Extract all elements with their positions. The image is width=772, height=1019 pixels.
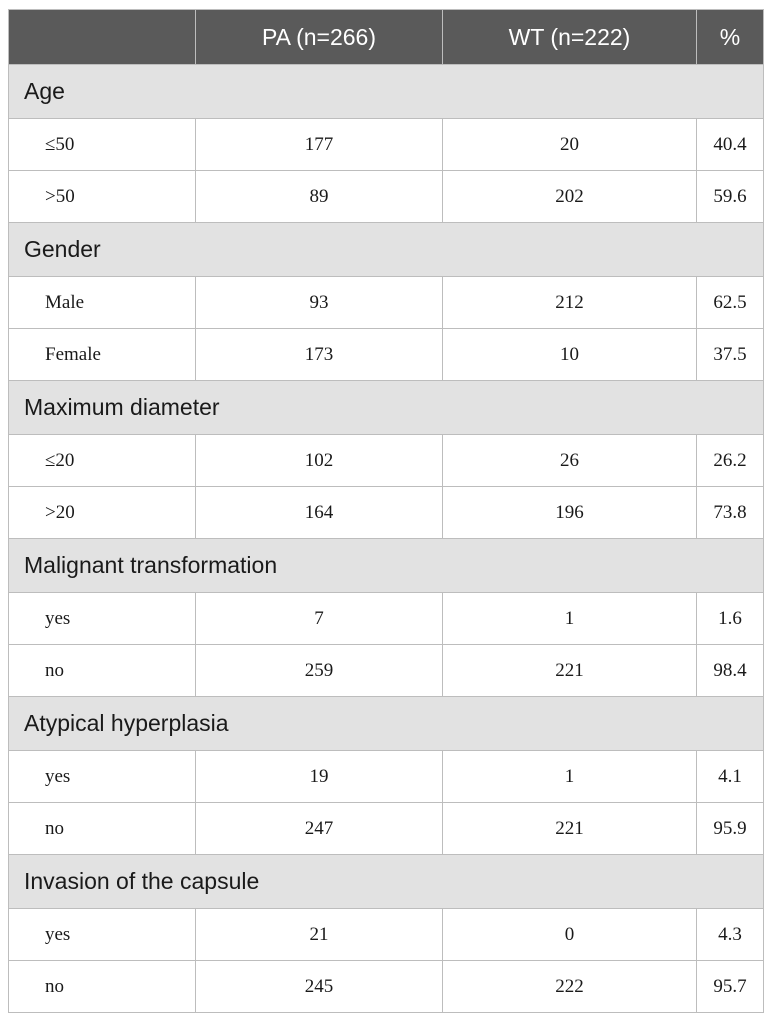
wt-value: 0 [443, 909, 697, 961]
table-row [9, 119, 764, 171]
header-row [9, 10, 764, 65]
table-row [9, 171, 764, 223]
table-row [9, 751, 764, 803]
data-table [8, 9, 764, 1013]
table-row [9, 435, 764, 487]
table-row [9, 487, 764, 539]
table-body [9, 65, 764, 1013]
pa-value: 102 [196, 435, 443, 487]
table-row [9, 909, 764, 961]
table-row [9, 645, 764, 697]
row-label: no [9, 803, 196, 855]
pa-value: 177 [196, 119, 443, 171]
section-row-maximum-diameter [9, 381, 764, 435]
wt-value: 202 [443, 171, 697, 223]
percent-value: 1.6 [697, 593, 764, 645]
pa-value: 7 [196, 593, 443, 645]
percent-value: 26.2 [697, 435, 764, 487]
header-cell-pa: PA (n=266) [196, 10, 443, 65]
section-row-malignant-transformation [9, 539, 764, 593]
row-label: >50 [9, 171, 196, 223]
section-row-age [9, 65, 764, 119]
table-row [9, 277, 764, 329]
pa-value: 247 [196, 803, 443, 855]
row-label: yes [9, 593, 196, 645]
section-title: Invasion of the capsule [9, 855, 764, 909]
pa-value: 21 [196, 909, 443, 961]
wt-value: 20 [443, 119, 697, 171]
row-label: no [9, 645, 196, 697]
row-label: Female [9, 329, 196, 381]
wt-value: 10 [443, 329, 697, 381]
percent-value: 73.8 [697, 487, 764, 539]
row-label: Male [9, 277, 196, 329]
percent-value: 62.5 [697, 277, 764, 329]
wt-value: 1 [443, 593, 697, 645]
row-label: no [9, 961, 196, 1013]
percent-value: 95.7 [697, 961, 764, 1013]
wt-value: 221 [443, 645, 697, 697]
table-row [9, 593, 764, 645]
percent-value: 4.3 [697, 909, 764, 961]
header-cell-percent: % [697, 10, 764, 65]
header-cell-blank [9, 10, 196, 65]
wt-value: 222 [443, 961, 697, 1013]
percent-value: 4.1 [697, 751, 764, 803]
percent-value: 37.5 [697, 329, 764, 381]
percent-value: 40.4 [697, 119, 764, 171]
row-label: ≤50 [9, 119, 196, 171]
pa-value: 245 [196, 961, 443, 1013]
pa-value: 19 [196, 751, 443, 803]
pa-value: 173 [196, 329, 443, 381]
wt-value: 212 [443, 277, 697, 329]
section-title: Maximum diameter [9, 381, 764, 435]
pa-value: 164 [196, 487, 443, 539]
section-row-atypical-hyperplasia [9, 697, 764, 751]
row-label: yes [9, 751, 196, 803]
wt-value: 196 [443, 487, 697, 539]
section-title: Age [9, 65, 764, 119]
header-cell-wt: WT (n=222) [443, 10, 697, 65]
wt-value: 1 [443, 751, 697, 803]
section-row-gender [9, 223, 764, 277]
table-row [9, 961, 764, 1013]
pa-value: 259 [196, 645, 443, 697]
wt-value: 221 [443, 803, 697, 855]
percent-value: 95.9 [697, 803, 764, 855]
section-title: Malignant transformation [9, 539, 764, 593]
row-label: ≤20 [9, 435, 196, 487]
section-title: Atypical hyperplasia [9, 697, 764, 751]
section-title: Gender [9, 223, 764, 277]
row-label: yes [9, 909, 196, 961]
table-row [9, 803, 764, 855]
pa-value: 93 [196, 277, 443, 329]
table-header [9, 10, 764, 65]
wt-value: 26 [443, 435, 697, 487]
row-label: >20 [9, 487, 196, 539]
percent-value: 59.6 [697, 171, 764, 223]
percent-value: 98.4 [697, 645, 764, 697]
pa-value: 89 [196, 171, 443, 223]
table-row [9, 329, 764, 381]
section-row-invasion-of-the-capsule [9, 855, 764, 909]
